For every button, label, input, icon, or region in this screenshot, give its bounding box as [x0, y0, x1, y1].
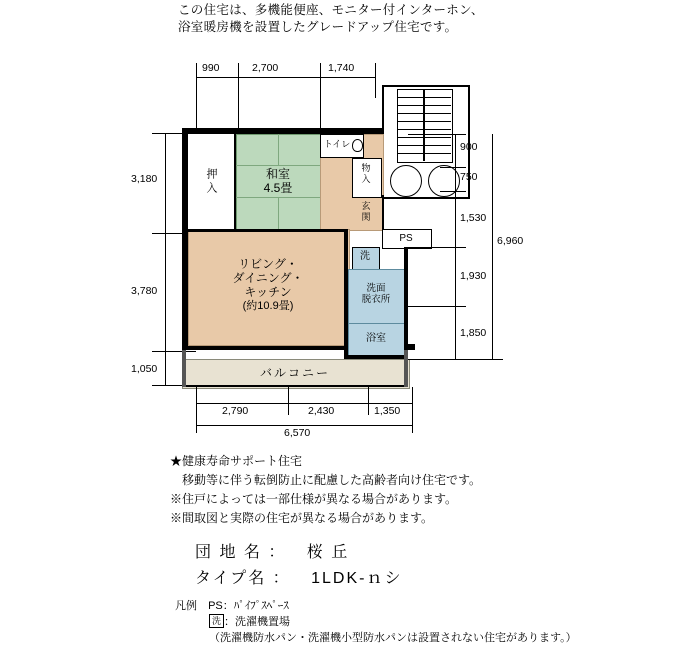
left-dim-1: 3,180 — [131, 173, 158, 185]
top-dim-1: 990 — [202, 62, 220, 74]
room-oshiire-label: 押入 — [205, 167, 217, 196]
dim-tick — [375, 63, 376, 98]
right-dim-750: 750 — [460, 171, 478, 183]
dim-tick — [368, 387, 369, 415]
dim-tick — [408, 359, 503, 360]
balcony-side-right — [404, 350, 408, 387]
room-ldk-label-1: リビング・ — [238, 257, 298, 271]
note-health-support: ★健康寿命サポート住宅 — [170, 454, 303, 468]
right-dim-1530: 1,530 — [460, 212, 487, 224]
dim-line — [455, 134, 456, 359]
stair-rail — [423, 89, 425, 161]
dim-tick — [152, 351, 196, 352]
room-washitsu-labels — [236, 158, 320, 204]
room-oshiire — [188, 134, 236, 229]
legend-heading: 凡例 — [175, 600, 197, 612]
bottom-dim-1: 2,790 — [222, 405, 249, 417]
right-dim-total: 6,960 — [497, 235, 524, 247]
dim-tick — [408, 306, 466, 307]
entrance-door-wall — [382, 195, 384, 229]
dim-line-total — [196, 425, 412, 426]
dim-tick — [238, 63, 239, 133]
room-ldk-label-2: ダイニング・ — [232, 271, 304, 285]
top-dim-3: 1,740 — [328, 62, 355, 74]
dim-tick — [288, 387, 289, 415]
balcony-rail — [182, 385, 408, 387]
legend-sen-label: 洗 — [209, 614, 224, 628]
type-label: タイプ名 ： — [195, 570, 291, 587]
wall-ldk-right — [344, 229, 348, 359]
dim-tick — [408, 134, 466, 135]
room-toilet-label: トイレ — [323, 139, 351, 149]
stair-flight — [397, 89, 453, 163]
description-line-1: この住宅は、多機能便座、モニター付インターホン、 — [178, 3, 484, 17]
left-dim-3: 1,050 — [131, 363, 158, 375]
room-washitsu-label: 和室 — [265, 167, 290, 181]
balcony-label: バルコニー — [259, 366, 330, 380]
danchi-label: 団 地 名 ： — [195, 544, 287, 561]
room-washroom-label: 洗面 脱衣所 — [361, 283, 391, 305]
balcony-side-left — [182, 350, 186, 387]
room-ldk-labels — [188, 245, 348, 325]
ldk-top-wall — [188, 229, 348, 232]
legend-block — [175, 598, 655, 646]
left-dim-2: 3,780 — [131, 285, 158, 297]
dim-tick — [196, 387, 197, 433]
type-value: 1LDK-ｎシ — [311, 570, 403, 587]
floor-plan — [0, 55, 524, 439]
legend-sen-desc: ：洗濯機置場 — [224, 616, 291, 628]
dim-tick — [320, 63, 321, 133]
bottom-dim-total: 6,570 — [284, 427, 311, 439]
title-block — [195, 540, 525, 592]
dim-tick — [440, 167, 466, 168]
dim-line — [165, 133, 166, 385]
room-bath-label: 浴室 — [366, 333, 386, 344]
toilet-fixture-icon — [352, 139, 363, 152]
dim-tick — [440, 191, 466, 192]
room-ps-label: PS — [399, 233, 413, 244]
dim-line — [196, 77, 376, 78]
dim-tick — [408, 247, 466, 248]
danchi-value: 桜 丘 — [306, 544, 350, 561]
dim-line — [196, 403, 412, 404]
room-ldk-label-3: キッチン — [244, 285, 292, 299]
right-dim-900: 900 — [460, 141, 478, 153]
bottom-dim-2: 2,430 — [308, 405, 335, 417]
room-ldk-size: (約10.9畳) — [242, 300, 294, 312]
note-spec-variation: ※住戸によっては一部仕様が異なる場合があります。 — [170, 492, 458, 506]
legend-ps-label: PS — [208, 600, 223, 612]
room-entrance-label: 玄 関 — [361, 201, 371, 222]
description-text — [178, 2, 518, 36]
room-washitsu-size: 4.5畳 — [263, 181, 293, 195]
right-dim-1930: 1,930 — [460, 270, 487, 282]
bottom-dim-3: 1,350 — [374, 405, 401, 417]
wall-right-water — [404, 247, 408, 359]
legend-footnote: （洗濯機防水パン・洗濯機小型防水パンは設置されない住宅があります。） — [209, 632, 577, 644]
right-dim-1850: 1,850 — [460, 327, 487, 339]
note-plan-variation: ※間取図と実際の住宅が異なる場合があります。 — [170, 511, 434, 525]
washer-label: 洗 — [360, 251, 370, 262]
room-closet-label: 物 入 — [361, 163, 371, 184]
note-health-detail: 移動等に伴う転倒防止に配慮した高齢者向け住宅です。 — [182, 473, 482, 487]
notes-block — [170, 452, 650, 528]
landing-arc-left — [390, 165, 422, 197]
legend-ps-desc: ：ﾊﾟｲﾌﾟｽﾍﾟｰｽ — [222, 600, 289, 612]
description-line-2: 浴室暖房機を設置したグレードアップ住宅です。 — [178, 20, 458, 34]
dim-line-total — [492, 134, 493, 359]
dim-tick — [412, 387, 413, 433]
top-dim-2: 2,700 — [252, 62, 279, 74]
